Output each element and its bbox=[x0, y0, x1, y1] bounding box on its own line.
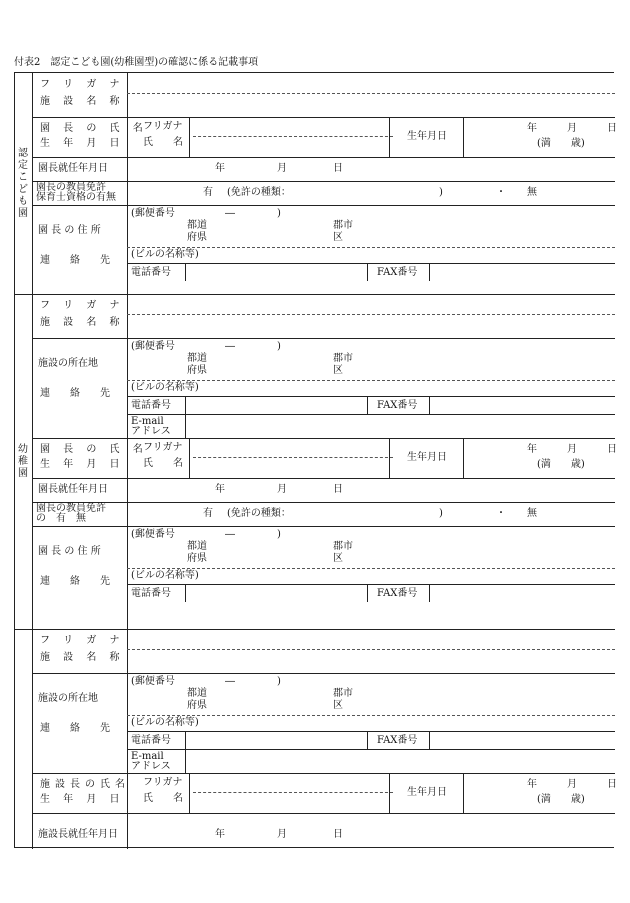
year-text: 年 bbox=[215, 829, 225, 840]
fax-label: FAX番号 bbox=[377, 735, 418, 746]
birth-label: 生年月日 bbox=[407, 131, 447, 142]
close-paren: ) bbox=[439, 187, 443, 198]
close: ) bbox=[277, 341, 281, 352]
contact-label: 連 絡 先 bbox=[40, 576, 110, 587]
address-input[interactable] bbox=[127, 526, 615, 584]
building-label: (ビルの名称等) bbox=[131, 249, 199, 260]
close: ) bbox=[277, 529, 281, 540]
facility-name-label: 施 設 名 称 bbox=[40, 652, 125, 663]
day-text: 日 bbox=[607, 779, 617, 790]
address-label: 園 長 の 住 所 bbox=[38, 546, 101, 557]
birth-date-input[interactable] bbox=[463, 773, 615, 813]
gunshi: 郡市 bbox=[333, 688, 353, 699]
v-rule bbox=[389, 773, 390, 813]
fax-label: FAX番号 bbox=[377, 588, 418, 599]
year-text: 年 bbox=[527, 444, 537, 455]
dash: ― bbox=[225, 341, 235, 352]
gunshi: 郡市 bbox=[333, 541, 353, 552]
facility-name-label: 施 設 名 称 bbox=[40, 96, 125, 107]
fax-input[interactable] bbox=[429, 584, 615, 602]
no-text: 無 bbox=[527, 187, 537, 198]
email-label-1: E-mail bbox=[131, 416, 164, 427]
todo: 都道 bbox=[187, 688, 207, 699]
dash: ― bbox=[225, 529, 235, 540]
close: ) bbox=[277, 676, 281, 687]
license-label: 園長の教員免許 bbox=[36, 182, 106, 193]
email-input[interactable] bbox=[185, 414, 615, 438]
dot: ・ bbox=[496, 187, 506, 198]
day-text: 日 bbox=[333, 163, 343, 174]
building-label: (ビルの名称等) bbox=[131, 382, 199, 393]
building-label: (ビルの名称等) bbox=[131, 570, 199, 581]
director-name-input[interactable] bbox=[191, 438, 389, 478]
furigana-label: フ リ ガ ナ bbox=[40, 300, 125, 311]
appointed-label: 園長就任年月日 bbox=[38, 163, 108, 174]
director-name-label: 園 長 の 氏 名 bbox=[40, 123, 148, 134]
address-label: 施設の所在地 bbox=[38, 693, 98, 704]
email-input[interactable] bbox=[185, 749, 615, 773]
birth-label: 生年月日 bbox=[407, 787, 447, 798]
facility-name-label: 施 設 名 称 bbox=[40, 317, 125, 328]
facility-name-input[interactable] bbox=[127, 93, 615, 117]
birth-date-input[interactable] bbox=[463, 117, 615, 157]
tel-input[interactable] bbox=[185, 584, 367, 602]
yes-text: 有 bbox=[203, 508, 213, 519]
gunshi: 郡市 bbox=[333, 220, 353, 231]
birth-date-input[interactable] bbox=[463, 438, 615, 478]
postal-label: (郵便番号 bbox=[131, 208, 175, 219]
dot: ・ bbox=[496, 508, 506, 519]
postal-label: (郵便番号 bbox=[131, 341, 175, 352]
dash: ― bbox=[225, 208, 235, 219]
license-type-text: (免許の種類： bbox=[227, 508, 291, 519]
dash: ― bbox=[225, 676, 235, 687]
license-input[interactable] bbox=[127, 181, 615, 205]
day-text: 日 bbox=[607, 444, 617, 455]
date-input[interactable] bbox=[127, 478, 615, 502]
furigana-text: フリガナ bbox=[143, 777, 183, 788]
year-text: 年 bbox=[527, 123, 537, 134]
tel-input[interactable] bbox=[185, 263, 367, 281]
ku: 区 bbox=[333, 232, 343, 243]
v-rule bbox=[32, 73, 33, 849]
name-text: 氏 名 bbox=[143, 458, 183, 469]
day-text: 日 bbox=[333, 829, 343, 840]
fuken: 府県 bbox=[187, 700, 207, 711]
furigana-input[interactable] bbox=[127, 294, 615, 314]
furigana-input[interactable] bbox=[127, 73, 615, 93]
email-label-2: アドレス bbox=[131, 761, 171, 772]
license-label-2: 保育士資格の有無 bbox=[36, 192, 116, 203]
name-text: 氏 名 bbox=[143, 137, 183, 148]
contact-label: 連 絡 先 bbox=[40, 255, 110, 266]
v-rule bbox=[189, 117, 190, 157]
contact-label: 連 絡 先 bbox=[40, 388, 110, 399]
license-label-2: の 有 無 bbox=[36, 513, 86, 524]
postal-label: (郵便番号 bbox=[131, 676, 175, 687]
furigana-label: フ リ ガ ナ bbox=[40, 635, 125, 646]
contact-label: 連 絡 先 bbox=[40, 723, 110, 734]
month-text: 月 bbox=[567, 123, 577, 134]
yes-text: 有 bbox=[203, 187, 213, 198]
year-text: 年 bbox=[215, 484, 225, 495]
appointed-label-2: 園長就任年月日 bbox=[38, 484, 108, 495]
address-label: 施設の所在地 bbox=[38, 358, 98, 369]
ku: 区 bbox=[333, 700, 343, 711]
no-text: 無 bbox=[527, 508, 537, 519]
close: ) bbox=[277, 208, 281, 219]
month-text: 月 bbox=[277, 484, 287, 495]
age-text: (満 歳) bbox=[537, 794, 585, 805]
tel-label: 電話番号 bbox=[131, 735, 171, 746]
gunshi: 郡市 bbox=[333, 353, 353, 364]
v-rule bbox=[389, 438, 390, 478]
fax-input[interactable] bbox=[429, 263, 615, 281]
todo: 都道 bbox=[187, 353, 207, 364]
license-label: 園長の教員免許 bbox=[36, 503, 106, 514]
director-name-label: 施設長の氏名 bbox=[40, 779, 130, 790]
v-rule bbox=[367, 263, 368, 281]
name-text: 氏 名 bbox=[143, 793, 183, 804]
fuken: 府県 bbox=[187, 553, 207, 564]
section-kodomoen: 認定こども園 bbox=[18, 147, 28, 219]
email-label-1: E-mail bbox=[131, 751, 164, 762]
facility-name-input[interactable] bbox=[127, 314, 615, 338]
age-text: (満 歳) bbox=[537, 459, 585, 470]
license-type-text: (免許の種類： bbox=[227, 187, 291, 198]
date-input[interactable] bbox=[127, 157, 615, 181]
furigana-text: フリガナ bbox=[143, 121, 183, 132]
year-text: 年 bbox=[215, 163, 225, 174]
fax-label: FAX番号 bbox=[377, 267, 418, 278]
furigana-input[interactable] bbox=[127, 629, 615, 649]
tel-input[interactable] bbox=[185, 731, 367, 749]
month-text: 月 bbox=[277, 829, 287, 840]
tel-input[interactable] bbox=[185, 396, 367, 414]
page-title: 付表2 認定こども園(幼稚園型)の確認に係る記載事項 bbox=[14, 57, 259, 68]
day-text: 日 bbox=[333, 484, 343, 495]
birth-label: 生年月日 bbox=[407, 452, 447, 463]
tel-label: 電話番号 bbox=[131, 267, 171, 278]
address-input[interactable] bbox=[127, 338, 615, 396]
todo: 都道 bbox=[187, 220, 207, 231]
director-name-label: 園 長 の 氏 名 bbox=[40, 444, 148, 455]
fax-input[interactable] bbox=[429, 396, 615, 414]
address-input[interactable] bbox=[127, 673, 615, 731]
age-text: (満 歳) bbox=[537, 138, 585, 149]
month-text: 月 bbox=[567, 444, 577, 455]
close-paren: ) bbox=[439, 508, 443, 519]
birth-date-label: 生 年 月 日 bbox=[40, 138, 125, 149]
month-text: 月 bbox=[277, 163, 287, 174]
license-input[interactable] bbox=[127, 502, 615, 526]
address-label: 園 長 の 住 所 bbox=[38, 225, 101, 236]
birth-date-label: 生 年 月 日 bbox=[40, 794, 125, 805]
fac-appointed-label: 施設長就任年月日 bbox=[38, 829, 118, 840]
date-input[interactable] bbox=[127, 823, 615, 847]
director-name-input[interactable] bbox=[191, 773, 389, 813]
fuken: 府県 bbox=[187, 365, 207, 376]
fax-input[interactable] bbox=[429, 731, 615, 749]
v-rule bbox=[367, 584, 368, 602]
v-rule bbox=[189, 773, 190, 813]
tel-label: 電話番号 bbox=[131, 400, 171, 411]
director-name-input[interactable] bbox=[191, 117, 389, 157]
todo: 都道 bbox=[187, 541, 207, 552]
building-label: (ビルの名称等) bbox=[131, 717, 199, 728]
furigana-label: フ リ ガ ナ bbox=[40, 79, 125, 90]
furigana-text: フリガナ bbox=[143, 442, 183, 453]
v-rule bbox=[189, 438, 190, 478]
h-rule bbox=[32, 813, 615, 814]
day-text: 日 bbox=[607, 123, 617, 134]
facility-name-input[interactable] bbox=[127, 649, 615, 673]
v-rule bbox=[389, 117, 390, 157]
fuken: 府県 bbox=[187, 232, 207, 243]
ku: 区 bbox=[333, 553, 343, 564]
fax-label: FAX番号 bbox=[377, 400, 418, 411]
birth-date-label: 生 年 月 日 bbox=[40, 459, 125, 470]
v-rule bbox=[367, 731, 368, 749]
section-youchien: 幼稚園 bbox=[18, 443, 28, 479]
email-label-2: アドレス bbox=[131, 426, 171, 437]
tel-label: 電話番号 bbox=[131, 588, 171, 599]
form-frame bbox=[14, 72, 617, 848]
year-text: 年 bbox=[527, 779, 537, 790]
postal-label: (郵便番号 bbox=[131, 529, 175, 540]
v-rule bbox=[367, 396, 368, 414]
address-input[interactable] bbox=[127, 205, 615, 263]
month-text: 月 bbox=[567, 779, 577, 790]
ku: 区 bbox=[333, 365, 343, 376]
